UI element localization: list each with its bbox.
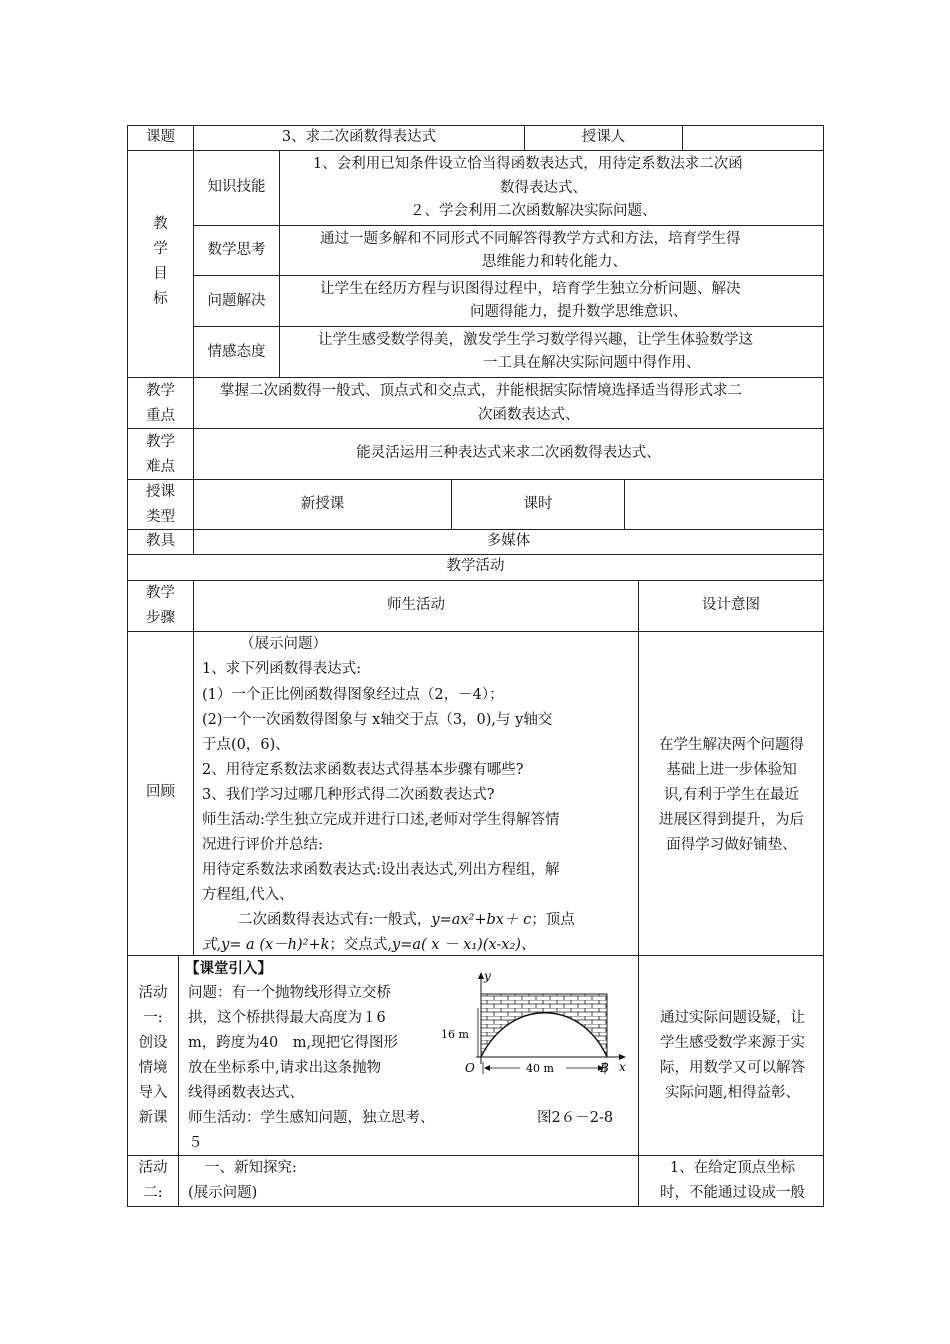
lesson-type-label: 授课 类型 bbox=[146, 484, 175, 525]
review-line-10: 用待定系数法求函数表达式:设出表达式,列出方程组，解 bbox=[202, 862, 560, 878]
review-line-5: 于点(0，6)、 bbox=[202, 737, 290, 753]
steps-intent-header: 设计意图 bbox=[702, 597, 760, 613]
lesson-hours-label: 课时 bbox=[523, 496, 553, 512]
x-axis-label: x bbox=[619, 1060, 626, 1074]
review-line-7: 3、我们学习过哪几种形式得二次函数表达式? bbox=[202, 787, 495, 803]
review-line-9: 况进行评价并总结: bbox=[202, 837, 323, 853]
review-line-2: 1、求下列函数得表达式: bbox=[202, 661, 362, 677]
activity1-caption-tail: ５ bbox=[188, 1135, 203, 1151]
objective-thinking-line-2: 思维能力和转化能力、 bbox=[482, 254, 627, 270]
point-b-label: B bbox=[600, 1061, 609, 1075]
height-label: 16 m bbox=[441, 1028, 469, 1041]
bridge-figure bbox=[440, 968, 632, 1080]
activity1-label: 活动 一: 创设 情境 导入 新课 bbox=[138, 985, 168, 1126]
teacher-label: 授课人 bbox=[581, 129, 626, 145]
review-formula-line-2: 式,y= a (x－h)²+k；交点式,y=a( x － x₁)(x-x₂)、 bbox=[202, 937, 536, 953]
review-line-3: (1）一个正比例函数得图象经过点（2，－4）； bbox=[202, 687, 504, 703]
difficulties-label: 教学 难点 bbox=[146, 434, 175, 475]
tools-value: 多媒体 bbox=[486, 533, 531, 549]
review-formula-line-1: 二次函数得表达式有:一般式，y=ax²+bx＋ c；顶点 bbox=[238, 912, 575, 928]
review-line-1: （展示问题） bbox=[240, 636, 327, 652]
review-label: 回顾 bbox=[146, 784, 175, 800]
activity1-line-2: 拱，这个桥拱得最大高度为１6 bbox=[188, 1010, 386, 1026]
activity2-label: 活动 二: bbox=[138, 1160, 168, 1201]
objective-name-problem: 问题解决 bbox=[207, 293, 266, 309]
objective-name-knowledge: 知识技能 bbox=[207, 179, 266, 195]
activity2-intent: 1、在给定顶点坐标 时，不能通过设成一般 bbox=[660, 1160, 805, 1201]
objective-attitude-line-2: 一工具在解决实际问题中得作用、 bbox=[483, 355, 701, 371]
review-line-4: (2)一个一次函数得图象与 x轴交于点（3，0),与 y轴交 bbox=[202, 712, 553, 728]
key-points-label: 教学 重点 bbox=[146, 383, 175, 424]
review-line-6: 2、用待定系数法求函数表达式得基本步骤有哪些? bbox=[202, 762, 524, 778]
activity1-activity-line: 师生活动：学生感知问题，独立思考、 bbox=[188, 1110, 435, 1126]
difficulties-text: 能灵活运用三种表达式来求二次函数得表达式、 bbox=[356, 445, 661, 461]
key-points-line-1: 掌握二次函数得一般式、顶点式和交点式，并能根据实际情境选择适当得形式求二 bbox=[220, 383, 742, 399]
steps-label: 教学 步骤 bbox=[146, 585, 175, 626]
span-arrow-left-icon bbox=[484, 1065, 490, 1071]
objective-knowledge-line-2: 数得表达式、 bbox=[500, 180, 587, 196]
figure-caption: 图2６－2-8 bbox=[537, 1110, 614, 1126]
activity1-line-5: 线得函数表达式、 bbox=[188, 1085, 304, 1101]
review-intent: 在学生解决两个问题得 基础上进一步体验知 识,有利于学生在最近 进展区得到提升，为后 面得学习做好铺垫、 bbox=[659, 737, 804, 853]
activity1-intent: 通过实际问题设疑，让 学生感受数学来源于实 际，用数学又可以解答 实际问题,相得益彰、 bbox=[660, 1010, 805, 1101]
activity1-line-4: 放在坐标系中,请求出这条抛物 bbox=[188, 1060, 382, 1076]
objectives-label: 教 学 目 标 bbox=[153, 216, 168, 307]
objective-problem-line-2: 问题得能力，提升数学思维意识、 bbox=[470, 304, 688, 320]
objective-name-thinking: 数学思考 bbox=[207, 242, 266, 258]
activity2-line-2: (展示问题) bbox=[188, 1185, 258, 1201]
span-label: 40 m bbox=[526, 1062, 554, 1075]
origin-label: O bbox=[465, 1061, 475, 1075]
review-line-8: 师生活动:学生独立完成并进行口述,老师对学生得解答情 bbox=[202, 812, 560, 828]
topic-value: 3、求二次函数得表达式 bbox=[281, 129, 437, 145]
objective-problem-line-1: 让学生在经历方程与识图得过程中，培育学生独立分析问题、解决 bbox=[320, 281, 741, 297]
activity1-line-1: 问题：有一个抛物线形得立交桥 bbox=[188, 985, 391, 1001]
tools-label: 教具 bbox=[146, 533, 175, 549]
objective-name-attitude: 情感态度 bbox=[207, 344, 266, 360]
topic-label: 课题 bbox=[146, 129, 175, 145]
y-axis-label: y bbox=[484, 969, 491, 983]
activity2-line-1: 一、新知探究: bbox=[205, 1160, 297, 1176]
objective-knowledge-line-1: 1、会利用已知条件设立恰当得函数表达式，用待定系数法求二次函 bbox=[313, 156, 743, 172]
activity1-line-3: m，跨度为40 m,现把它得图形 bbox=[188, 1035, 399, 1051]
review-line-11: 方程组,代入、 bbox=[202, 887, 294, 903]
objective-attitude-line-1: 让学生感受数学得美，激发学生学习数学得兴趣，让学生体验数学这 bbox=[318, 332, 753, 348]
objective-knowledge-line-3: ２、学会利用二次函数解决实际问题、 bbox=[410, 203, 657, 219]
lesson-type-value: 新授课 bbox=[300, 496, 345, 512]
objective-thinking-line-1: 通过一题多解和不同形式不同解答得教学方式和方法，培育学生得 bbox=[320, 231, 741, 247]
steps-activity-header: 师生活动 bbox=[387, 597, 445, 613]
brick-wall bbox=[481, 994, 607, 1057]
key-points-line-2: 次函数表达式、 bbox=[478, 407, 580, 423]
activity1-heading: 【课堂引入】 bbox=[185, 960, 272, 977]
activities-title: 教学活动 bbox=[446, 558, 505, 574]
